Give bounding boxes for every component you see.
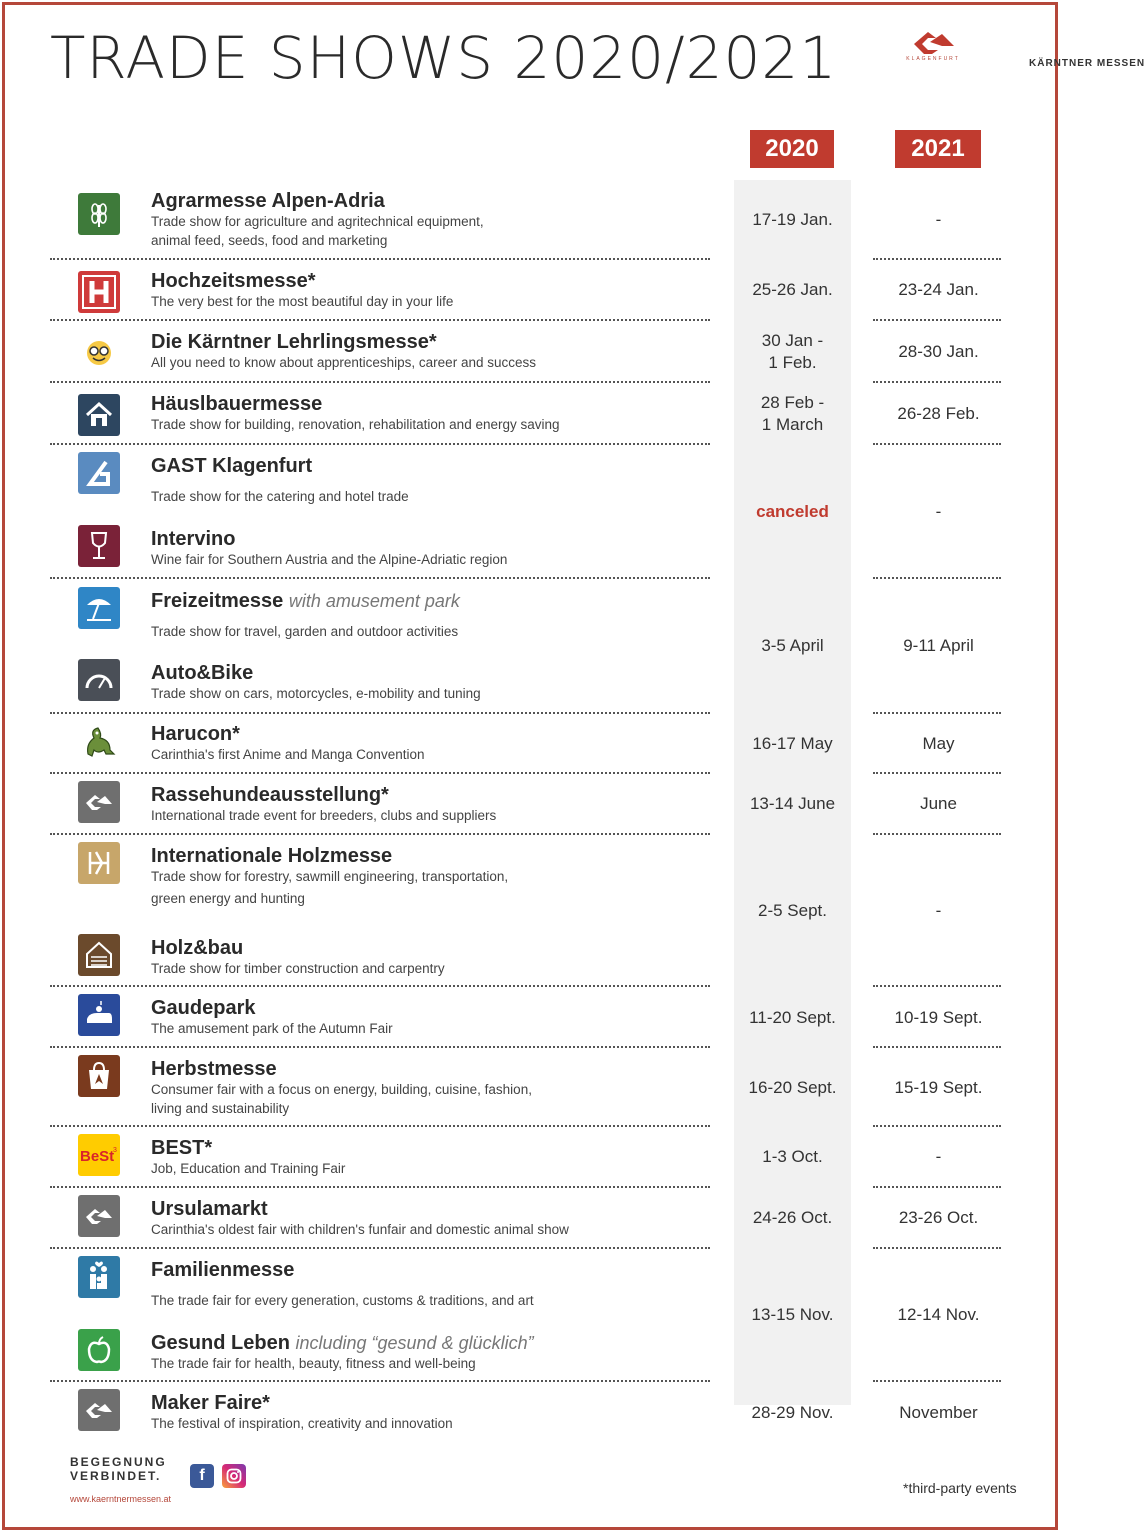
date-2020: 1 Feb. xyxy=(768,353,817,372)
row-separator xyxy=(50,985,710,987)
row-separator-2021 xyxy=(873,258,1001,260)
event-name xyxy=(151,270,316,293)
date-2020: 16-20 Sept. xyxy=(748,1078,837,1097)
km-logo-icon xyxy=(78,781,120,823)
row-separator xyxy=(50,712,710,714)
event-name-text: Harucon* xyxy=(151,723,240,745)
date-2021: November xyxy=(899,1403,978,1422)
event-description: Trade show for the catering and hotel trade xyxy=(151,489,409,504)
event-name xyxy=(151,1058,277,1081)
row-separator xyxy=(50,1125,710,1127)
row-separator xyxy=(50,772,710,774)
date-2021: 9-11 April xyxy=(903,636,974,655)
date-2021: 26-28 Feb. xyxy=(897,404,980,423)
date-2021: 15-19 Sept. xyxy=(894,1078,983,1097)
page-title: TRADE SHOWS 2020/2021 xyxy=(50,24,838,92)
svg-text:3: 3 xyxy=(113,1147,117,1154)
event-name xyxy=(151,528,235,551)
row-separator-2021 xyxy=(873,1247,1001,1249)
year-header-2021: 2021 xyxy=(895,130,981,168)
third-party-note: *third-party events xyxy=(903,1480,1017,1496)
event-name xyxy=(151,1198,268,1221)
row-separator-2021 xyxy=(873,985,1001,987)
year-header-2020: 2020 xyxy=(750,130,834,168)
row-separator xyxy=(50,443,710,445)
km-logo-icon xyxy=(78,1195,120,1237)
date-2020: 2-5 Sept. xyxy=(758,901,827,920)
km-logo-icon xyxy=(78,1389,120,1431)
event-description: living and sustainability xyxy=(151,1101,290,1116)
apple-icon xyxy=(78,1329,120,1371)
date-2020: 28 Feb - xyxy=(760,393,825,412)
logo-name: KÄRNTNER MESSEN xyxy=(1029,58,1145,69)
date-2021: - xyxy=(935,901,942,920)
event-name-text: Familienmesse xyxy=(151,1259,295,1281)
event-name-extra: with amusement park xyxy=(288,591,460,611)
holz-logo-icon xyxy=(78,842,120,884)
date-2020: 16-17 May xyxy=(752,734,833,753)
date-2020: 3-5 April xyxy=(761,636,824,655)
row-separator-2021 xyxy=(873,1046,1001,1048)
instagram-glyph xyxy=(226,1468,242,1484)
event-name xyxy=(151,455,312,478)
wine-glass-icon xyxy=(78,525,120,567)
event-description: Trade show on cars, motorcycles, e-mobility and tuning xyxy=(151,686,481,701)
event-name-text: Holz&bau xyxy=(151,937,244,959)
event-name-text: Auto&Bike xyxy=(151,662,254,684)
event-name xyxy=(151,1137,212,1160)
event-description: Trade show for timber construction and carpentry xyxy=(151,961,445,976)
row-separator-2021 xyxy=(873,833,1001,835)
date-2020: 24-26 Oct. xyxy=(752,1208,833,1227)
row-separator xyxy=(50,1380,710,1382)
row-separator xyxy=(50,381,710,383)
row-separator xyxy=(50,319,710,321)
date-2020: 13-15 Nov. xyxy=(751,1305,834,1324)
event-name-text: BEST* xyxy=(151,1137,213,1159)
row-separator-2021 xyxy=(873,1125,1001,1127)
event-name xyxy=(151,1332,534,1355)
row-separator-2021 xyxy=(873,577,1001,579)
event-name-text: Maker Faire* xyxy=(151,1392,270,1414)
row-separator xyxy=(50,577,710,579)
row-separator-2021 xyxy=(873,381,1001,383)
event-name-text: GAST Klagenfurt xyxy=(151,455,313,477)
event-name xyxy=(151,590,460,613)
event-name xyxy=(151,723,240,746)
event-description: Trade show for forestry, sawmill engineering, transportation, xyxy=(151,869,509,884)
date-2021: - xyxy=(935,502,942,521)
event-name xyxy=(151,190,385,213)
date-2020: 1 March xyxy=(761,415,824,434)
event-name-text: Die Kärntner Lehrlingsmesse* xyxy=(151,331,437,353)
date-2020: 25-26 Jan. xyxy=(752,280,833,299)
event-description: animal feed, seeds, food and marketing xyxy=(151,233,388,248)
event-name-text: Intervino xyxy=(151,528,236,550)
best-logo-icon xyxy=(78,1134,120,1176)
date-2020: 11-20 Sept. xyxy=(749,1008,836,1027)
timber-house-icon xyxy=(78,934,120,976)
date-2021: May xyxy=(922,734,955,753)
date-2020: 28-29 Nov. xyxy=(751,1403,834,1422)
event-name-text: Häuslbauermesse xyxy=(151,393,323,415)
event-name-text: Herbstmesse xyxy=(151,1058,277,1080)
row-separator-2021 xyxy=(873,772,1001,774)
kaerntner-messen-logo xyxy=(878,30,1145,69)
slogan-line-2: VERBINDET. xyxy=(70,1469,162,1483)
row-separator-2021 xyxy=(873,1186,1001,1188)
event-description: The amusement park of the Autumn Fair xyxy=(151,1021,393,1036)
row-separator-2021 xyxy=(873,443,1001,445)
date-2020: 17-19 Jan. xyxy=(752,210,833,229)
event-name xyxy=(151,393,322,416)
facebook-glyph: f xyxy=(199,1467,205,1484)
event-name xyxy=(151,1392,270,1415)
event-name-text: Gaudepark xyxy=(151,997,256,1019)
event-name-text: Hochzeitsmesse* xyxy=(151,270,316,292)
event-name-text: Internationale Holzmesse xyxy=(151,845,393,867)
event-description: Trade show for travel, garden and outdoor activities xyxy=(151,624,459,639)
event-description: Job, Education and Training Fair xyxy=(151,1161,346,1176)
event-description: Carinthia's oldest fair with children's funfair and domestic animal show xyxy=(151,1222,569,1237)
event-name-text: Agrarmesse Alpen-Adria xyxy=(151,190,385,212)
event-name-extra: including “gesund & glücklich” xyxy=(295,1333,534,1353)
event-name xyxy=(151,331,437,354)
event-description: Trade show for agriculture and agritechnical equipment, xyxy=(151,214,484,229)
house-icon xyxy=(78,394,120,436)
event-description: All you need to know about apprenticeships, career and success xyxy=(151,355,536,370)
gast-logo-icon xyxy=(78,452,120,494)
date-2020: 1-3 Oct. xyxy=(762,1147,823,1166)
date-2021: 28-30 Jan. xyxy=(898,342,979,361)
event-description: The trade fair for every generation, customs & traditions, and art xyxy=(151,1293,534,1308)
event-name xyxy=(151,1259,294,1282)
date-2020: 30 Jan - xyxy=(761,331,824,350)
row-separator-2021 xyxy=(873,319,1001,321)
slogan-line-1: BEGEGNUNG xyxy=(70,1455,167,1469)
bumper-car-icon xyxy=(78,994,120,1036)
hochzeit-h-icon xyxy=(78,271,120,313)
event-description: International trade event for breeders, clubs and suppliers xyxy=(151,808,497,823)
facebook-icon[interactable] xyxy=(190,1464,214,1488)
website-link[interactable]: www.kaerntnermessen.at xyxy=(70,1494,172,1504)
event-name-text: Freizeitmesse xyxy=(151,590,284,612)
wheat-icon xyxy=(78,193,120,235)
event-name xyxy=(151,997,255,1020)
svg-text:BeSt: BeSt xyxy=(80,1148,115,1165)
event-name-text: Rassehundeausstellung* xyxy=(151,784,389,806)
date-2021: 10-19 Sept. xyxy=(894,1008,983,1027)
date-2021: 23-26 Oct. xyxy=(898,1208,979,1227)
slogan xyxy=(70,1455,167,1483)
row-separator xyxy=(50,833,710,835)
row-separator-2021 xyxy=(873,1380,1001,1382)
date-2021: - xyxy=(935,1147,942,1166)
row-separator xyxy=(50,1046,710,1048)
event-description: green energy and hunting xyxy=(151,891,305,906)
row-separator xyxy=(50,1186,710,1188)
date-2021: June xyxy=(920,794,957,813)
event-name xyxy=(151,845,392,868)
date-2021: 12-14 Nov. xyxy=(897,1305,980,1324)
smiley-glasses-icon xyxy=(78,332,120,374)
event-description: Consumer fair with a focus on energy, building, cuisine, fashion, xyxy=(151,1082,532,1097)
event-description: Wine fair for Southern Austria and the Alpine-Adriatic region xyxy=(151,552,508,567)
event-description: Carinthia's first Anime and Manga Convention xyxy=(151,747,425,762)
dragon-icon xyxy=(78,722,120,764)
event-name xyxy=(151,937,243,960)
logo-city: KLAGENFURT xyxy=(906,56,960,62)
event-name-text: Gesund Leben xyxy=(151,1332,290,1354)
instagram-icon[interactable] xyxy=(222,1464,246,1488)
event-description: Trade show for building, renovation, rehabilitation and energy saving xyxy=(151,417,560,432)
row-separator-2021 xyxy=(873,712,1001,714)
speedometer-icon xyxy=(78,659,120,701)
date-2021: - xyxy=(935,210,942,229)
event-description: The festival of inspiration, creativity and innovation xyxy=(151,1416,453,1431)
date-2020: canceled xyxy=(756,502,829,521)
event-description: The trade fair for health, beauty, fitness and well-being xyxy=(151,1356,476,1371)
row-separator xyxy=(50,1247,710,1249)
date-2021: 23-24 Jan. xyxy=(898,280,979,299)
event-name xyxy=(151,662,253,685)
event-name xyxy=(151,784,389,807)
beach-umbrella-icon xyxy=(78,587,120,629)
event-name-text: Ursulamarkt xyxy=(151,1198,268,1220)
shopping-bag-leaf-icon xyxy=(78,1055,120,1097)
km-logo-mark-icon xyxy=(910,30,956,56)
event-description: The very best for the most beautiful day in your life xyxy=(151,294,454,309)
row-separator xyxy=(50,258,710,260)
date-2020: 13-14 June xyxy=(749,794,836,813)
family-icon xyxy=(78,1256,120,1298)
